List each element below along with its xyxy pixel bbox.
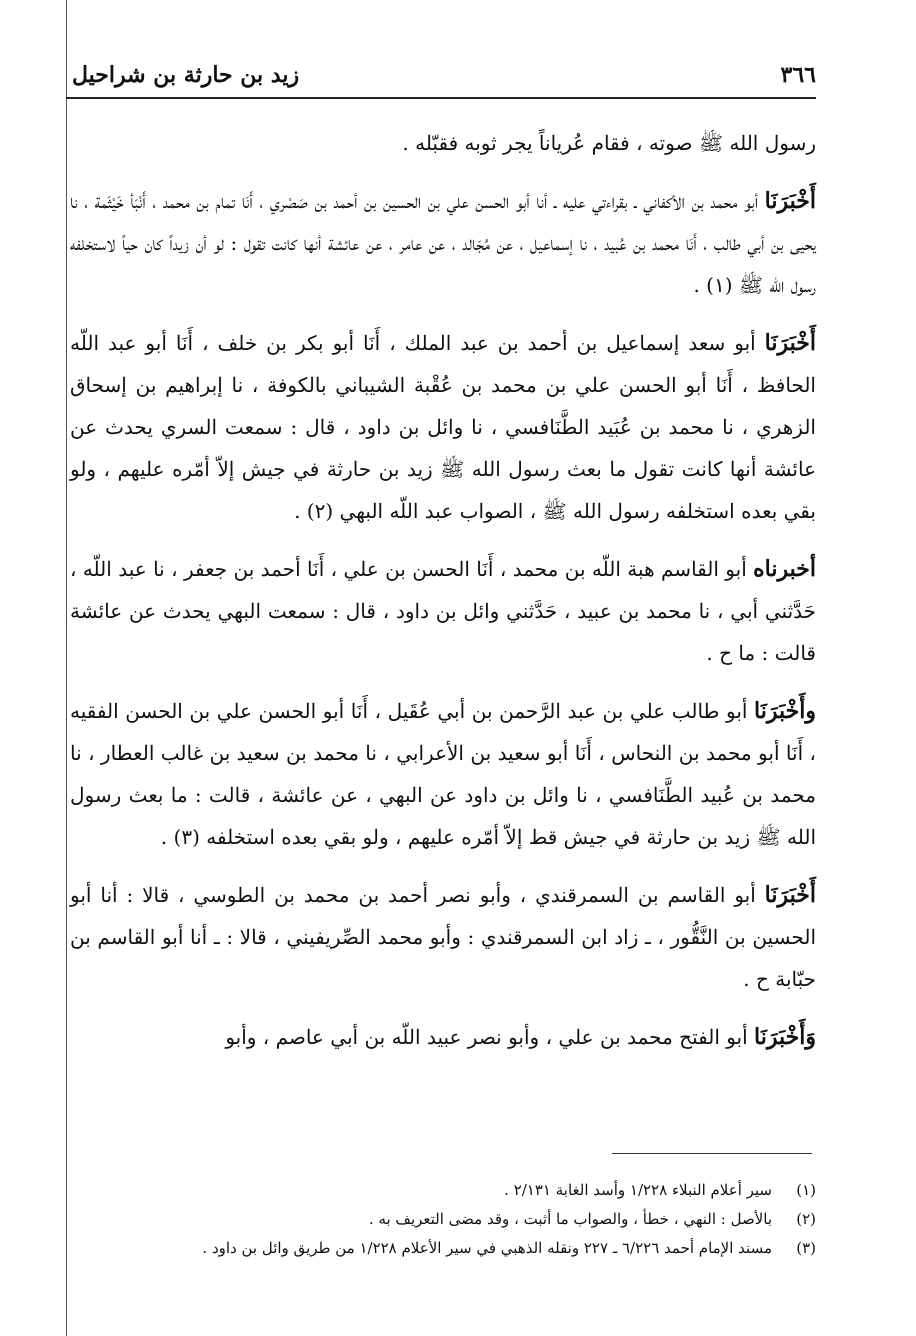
paragraph-lead: وأَخْبَرَنَا: [754, 698, 816, 724]
paragraph-text: أبو طالب علي بن عبد الرَّحمن بن أبي عُقَيل ، أَنَا أبو الحسن علي بن الحسن الفقيه ، أَنَا أبو محمد بن النحاس ، أَنَا أبو سعيد بن الأعرابي ، نا محمد بن سعيد بن غالب العطار ، نا محمد بن عُبيد الطَّنَافسي ، نا وائل بن داود عن البهي ، عن عائشة ، قالت : ما بعث رسول الله ﷺ زيد بن حارثة في جيش قط إلاّ أمّره عليهم ، ولو بقي بعده استخلفه (٣) .: [70, 699, 816, 849]
paragraph: [70, 122, 816, 164]
page-header: [72, 58, 816, 98]
paragraph-text: أبو الفتح محمد بن علي ، وأبو نصر عبيد اللّه بن أبي عاصم ، وأبو: [225, 1025, 755, 1049]
margin-rule: [66, 0, 67, 1336]
paragraph-text: أبو القاسم هبة اللّه بن محمد ، أَنَا الحسن بن علي ، أَنَا أحمد بن جعفر ، نا عبد اللّه ، حَدَّثني أبي ، نا محمد بن عبيد ، حَدَّثني وائل بن داود ، قال : سمعت البهي يحدث عن عائشة قالت : ما ح .: [70, 557, 816, 665]
paragraph-text: أبو محمد بن الأكفاني ـ بقراءتي عليه ـ أنا أبو الحسن علي بن الحسين بن أحمد بن صَصْري ، أَنَا تمام بن محمد ، أَنْبَأ خَيْثَمة ، نا يحيى بن أبي طالب ، أَنَا محمد بن عُبيد ، نا إسماعيل ، عن مُجَالد ، عن عامر ، عن عائشة أنها كانت تقول : لو أن زيداً كان حياً لاستخلفه رسول الله ﷺ (١) .: [70, 189, 816, 297]
paragraph-lead: أخبرناه: [753, 556, 816, 582]
page-number: ٣٦٦: [780, 62, 816, 88]
footnote-number: (٢): [796, 1210, 816, 1228]
footnote: [70, 1205, 816, 1234]
paragraph-lead: أَخْبَرَنَا: [764, 882, 816, 908]
footnote-separator: [612, 1153, 812, 1154]
running-title: زيد بن حارثة بن شراحيل: [72, 62, 300, 88]
paragraph: [70, 690, 816, 858]
paragraph-lead: أَخْبَرَنَا: [764, 188, 816, 214]
paragraph-text: أبو سعد إسماعيل بن أحمد بن عبد الملك ، أَنَا أبو بكر بن خلف ، أَنَا أبو عبد اللّه الحافظ ، أَنَا أبو الحسن علي بن محمد بن عُقْبة الشيباني بالكوفة ، نا إبراهيم بن إسحاق الزهري ، نا محمد بن عُبَيد الطَّنَافسي ، نا وائل بن داود ، قال : سمعت السري يحدث عن عائشة أنها كانت تقول ما بعث رسول الله ﷺ زيد بن حارثة في جيش إلاّ أمّره عليهم ، ولو بقي بعده استخلفه رسول الله ﷺ ، الصواب عبد اللّه البهي (٢) .: [70, 331, 816, 523]
paragraph: [70, 322, 816, 532]
paragraph: [70, 548, 816, 674]
main-text: [70, 122, 816, 1074]
footnote-text: بالأصل : النهي ، خطأ ، والصواب ما أثبت ، وقد مضى التعريف به .: [368, 1210, 772, 1228]
footnote-text: مسند الإمام أحمد ٦/٢٢٦ ـ ٢٢٧ ونقله الذهبي في سير الأعلام ١/٢٢٨ من طريق وائل بن داود .: [202, 1239, 772, 1257]
footnote: [70, 1234, 816, 1263]
paragraph-text: رسول الله ﷺ صوته ، فقام عُرياناً يجر ثوبه فقبّله .: [402, 131, 816, 155]
paragraph-lead: وَأَخْبَرَنَا: [754, 1024, 816, 1050]
footnote-text: سير أعلام النبلاء ١/٢٢٨ وأسد الغابة ٢/١٣١ .: [504, 1181, 772, 1199]
paragraph-lead: أَخْبَرَنَا: [764, 330, 816, 356]
paragraph: [70, 1016, 816, 1058]
footnote-number: (٣): [796, 1239, 816, 1257]
paragraph: [70, 180, 816, 306]
header-rule: [66, 97, 816, 99]
paragraph-text: أبو القاسم بن السمرقندي ، وأبو نصر أحمد بن محمد بن الطوسي ، قالا : أنا أبو الحسين بن النَّقُّور ، ـ زاد ابن السمرقندي : وأبو محمد الصِّريفيني ، قالا : ـ أنا أبو القاسم بن حبّابة ح .: [70, 883, 816, 991]
footnote: [70, 1176, 816, 1205]
footnote-number: (١): [796, 1181, 816, 1199]
paragraph: [70, 874, 816, 1000]
footnotes: [70, 1176, 816, 1263]
